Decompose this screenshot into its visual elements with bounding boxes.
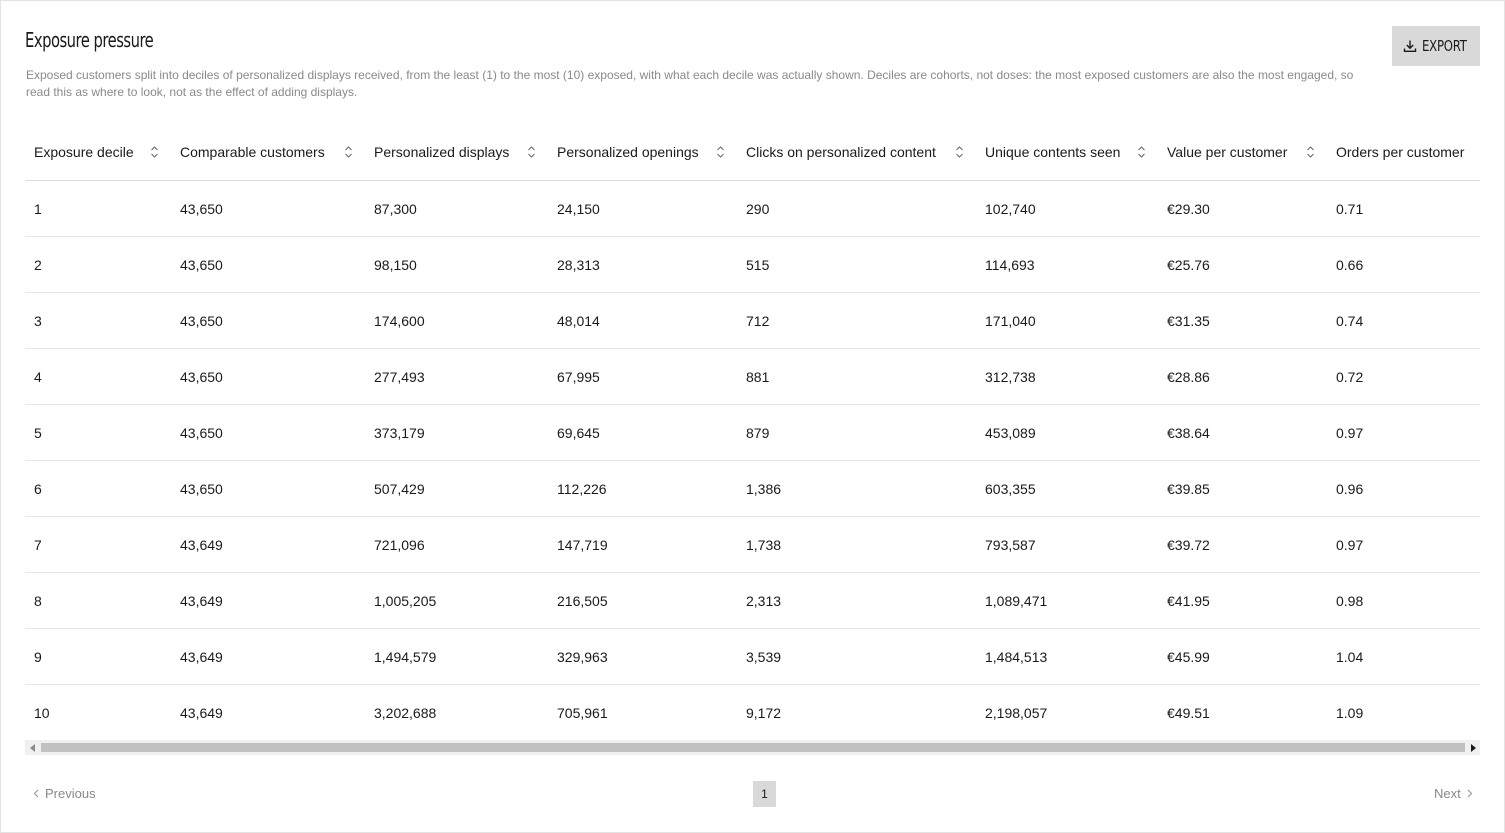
horizontal-scrollbar[interactable] — [25, 740, 1480, 755]
table-cell: 112,226 — [548, 461, 737, 517]
table-cell: 1,484,513 — [976, 629, 1158, 685]
sort-icon[interactable] — [955, 145, 964, 159]
table-row — [25, 685, 1480, 741]
table-cell: 8 — [25, 573, 171, 629]
table-cell: 174,600 — [365, 293, 548, 349]
sort-icon[interactable] — [1306, 145, 1315, 159]
table-cell: 793,587 — [976, 517, 1158, 573]
table-cell: 2,198,057 — [985, 704, 1048, 721]
table-cell: €28.86 — [1158, 349, 1327, 405]
table-cell: 98,150 — [365, 237, 548, 293]
table-cell: 0.97 — [1327, 405, 1480, 461]
column-header[interactable] — [1158, 124, 1327, 181]
table-cell: 1,089,471 — [976, 573, 1158, 629]
scrollbar-thumb[interactable] — [41, 743, 1465, 752]
sort-icon[interactable] — [150, 145, 159, 159]
table-row — [25, 461, 1480, 517]
table-cell: 3 — [25, 293, 171, 349]
table-cell: 87,300 — [365, 181, 548, 237]
column-header[interactable] — [365, 124, 548, 181]
table-cell: 7 — [25, 517, 171, 573]
table-cell: 3,202,688 — [374, 704, 437, 721]
previous-label: Previous — [45, 786, 96, 801]
next-page-button[interactable] — [1434, 786, 1473, 801]
export-button[interactable] — [1392, 26, 1480, 66]
table-cell: 0.74 — [1327, 293, 1480, 349]
table-cell: €38.64 — [1158, 405, 1327, 461]
table-cell: 721,096 — [365, 517, 548, 573]
table-cell: 1 — [25, 181, 171, 237]
sort-icon[interactable] — [344, 145, 353, 159]
table-cell: 881 — [737, 349, 976, 405]
table-cell: 4 — [25, 349, 171, 405]
table-cell: 603,355 — [976, 461, 1158, 517]
table-cell: 43,650 — [171, 293, 365, 349]
table-cell: 0.97 — [1327, 517, 1480, 573]
table-cell: 9,172 — [746, 704, 782, 721]
next-label: Next — [1434, 786, 1461, 801]
table-cell: 277,493 — [365, 349, 548, 405]
table-row — [25, 293, 1480, 349]
column-header[interactable] — [171, 124, 365, 181]
table-cell: 67,995 — [548, 349, 737, 405]
table-cell: 290 — [737, 181, 976, 237]
table-cell: 171,040 — [976, 293, 1158, 349]
column-header-label: Orders per customer — [1336, 144, 1465, 160]
table-cell: 373,179 — [365, 405, 548, 461]
table-cell: 1,005,205 — [365, 573, 548, 629]
table-cell: €25.76 — [1158, 237, 1327, 293]
column-header[interactable] — [548, 124, 737, 181]
column-header[interactable] — [1327, 124, 1480, 181]
table-cell: 507,429 — [365, 461, 548, 517]
column-header-label: Clicks on personalized content — [746, 144, 936, 160]
table-cell: 6 — [25, 461, 171, 517]
table-cell: 2 — [25, 237, 171, 293]
table-cell: 43,649 — [171, 629, 365, 685]
sort-icon[interactable] — [716, 145, 725, 159]
page-number-button[interactable]: 1 — [753, 781, 776, 807]
table-cell: €41.95 — [1158, 573, 1327, 629]
table-cell: 312,738 — [976, 349, 1158, 405]
table-row — [25, 405, 1480, 461]
table-cell: 712 — [737, 293, 976, 349]
table-cell: 48,014 — [548, 293, 737, 349]
table-cell: 216,505 — [548, 573, 737, 629]
table-cell: 43,650 — [171, 349, 365, 405]
chevron-right-icon — [1467, 786, 1473, 801]
table-cell: 114,693 — [976, 237, 1158, 293]
table-cell: €31.35 — [1158, 293, 1327, 349]
sort-icon[interactable] — [1137, 145, 1146, 159]
table-cell: 147,719 — [548, 517, 737, 573]
table-cell: 453,089 — [976, 405, 1158, 461]
table-cell: 9 — [25, 629, 171, 685]
table-cell: 1,386 — [737, 461, 976, 517]
table-cell: 0.96 — [1327, 461, 1480, 517]
table-cell: 10 — [34, 704, 50, 721]
table-cell: 102,740 — [976, 181, 1158, 237]
chevron-left-icon — [33, 786, 39, 801]
page-title: Exposure pressure — [25, 28, 154, 52]
table-cell: 515 — [737, 237, 976, 293]
exposure-table — [25, 124, 1480, 740]
table-body — [25, 181, 1480, 741]
table-cell: 24,150 — [548, 181, 737, 237]
previous-page-button[interactable] — [33, 786, 96, 801]
table-row — [25, 573, 1480, 629]
column-header-label: Personalized displays — [374, 144, 510, 160]
table-cell: 0.71 — [1327, 181, 1480, 237]
table-cell: 1,494,579 — [365, 629, 548, 685]
table-header-row — [25, 124, 1480, 181]
table-cell: 0.66 — [1327, 237, 1480, 293]
column-header-label: Value per customer — [1167, 144, 1288, 160]
table-cell: €39.85 — [1158, 461, 1327, 517]
table-cell: 43,649 — [171, 517, 365, 573]
table-cell: 0.72 — [1327, 349, 1480, 405]
table-row — [25, 349, 1480, 405]
column-header-label: Comparable customers — [180, 144, 325, 160]
column-header-label: Unique contents seen — [985, 144, 1121, 160]
table-cell: 705,961 — [557, 704, 608, 721]
table-row — [25, 629, 1480, 685]
table-cell: 43,650 — [171, 461, 365, 517]
page-description: Exposed customers split into deciles of personalized displays received, from the least (1) to the most (10) exposed, with what each decile was actually shown. Deciles are cohorts, not doses: the most exposed customers are also the most engaged, so read this as where to look, not as the effect of adding displays. — [26, 68, 1354, 99]
table-cell: 1.04 — [1327, 629, 1480, 685]
export-label: EXPORT — [1421, 37, 1467, 55]
table-row — [25, 237, 1480, 293]
scroll-right-arrow-icon[interactable] — [1465, 740, 1480, 755]
column-header[interactable] — [737, 124, 976, 181]
table-cell: 43,650 — [171, 181, 365, 237]
table-cell: 0.98 — [1327, 573, 1480, 629]
table-cell: 43,650 — [171, 237, 365, 293]
table-cell: 43,649 — [171, 573, 365, 629]
table-cell: 879 — [737, 405, 976, 461]
column-header-label: Personalized openings — [557, 144, 699, 160]
table-cell: 43,649 — [180, 704, 223, 721]
table-cell: €45.99 — [1158, 629, 1327, 685]
column-header-label: Exposure decile — [34, 144, 134, 160]
table-row — [25, 181, 1480, 237]
table-cell: 69,645 — [548, 405, 737, 461]
table-cell: 28,313 — [548, 237, 737, 293]
column-header[interactable] — [976, 124, 1158, 181]
table-cell: 1,738 — [737, 517, 976, 573]
table-cell: 1.09 — [1336, 704, 1364, 721]
download-icon — [1403, 39, 1417, 53]
table-cell: 3,539 — [737, 629, 976, 685]
scroll-left-arrow-icon[interactable] — [25, 740, 40, 755]
table-cell: 2,313 — [737, 573, 976, 629]
table-cell: €39.72 — [1158, 517, 1327, 573]
table-row — [25, 517, 1480, 573]
column-header[interactable] — [25, 124, 171, 181]
table-cell: 5 — [25, 405, 171, 461]
table-cell: 43,650 — [171, 405, 365, 461]
sort-icon[interactable] — [527, 145, 536, 159]
table-cell: 329,963 — [548, 629, 737, 685]
table-cell: €49.51 — [1167, 704, 1210, 721]
table-cell: €29.30 — [1158, 181, 1327, 237]
